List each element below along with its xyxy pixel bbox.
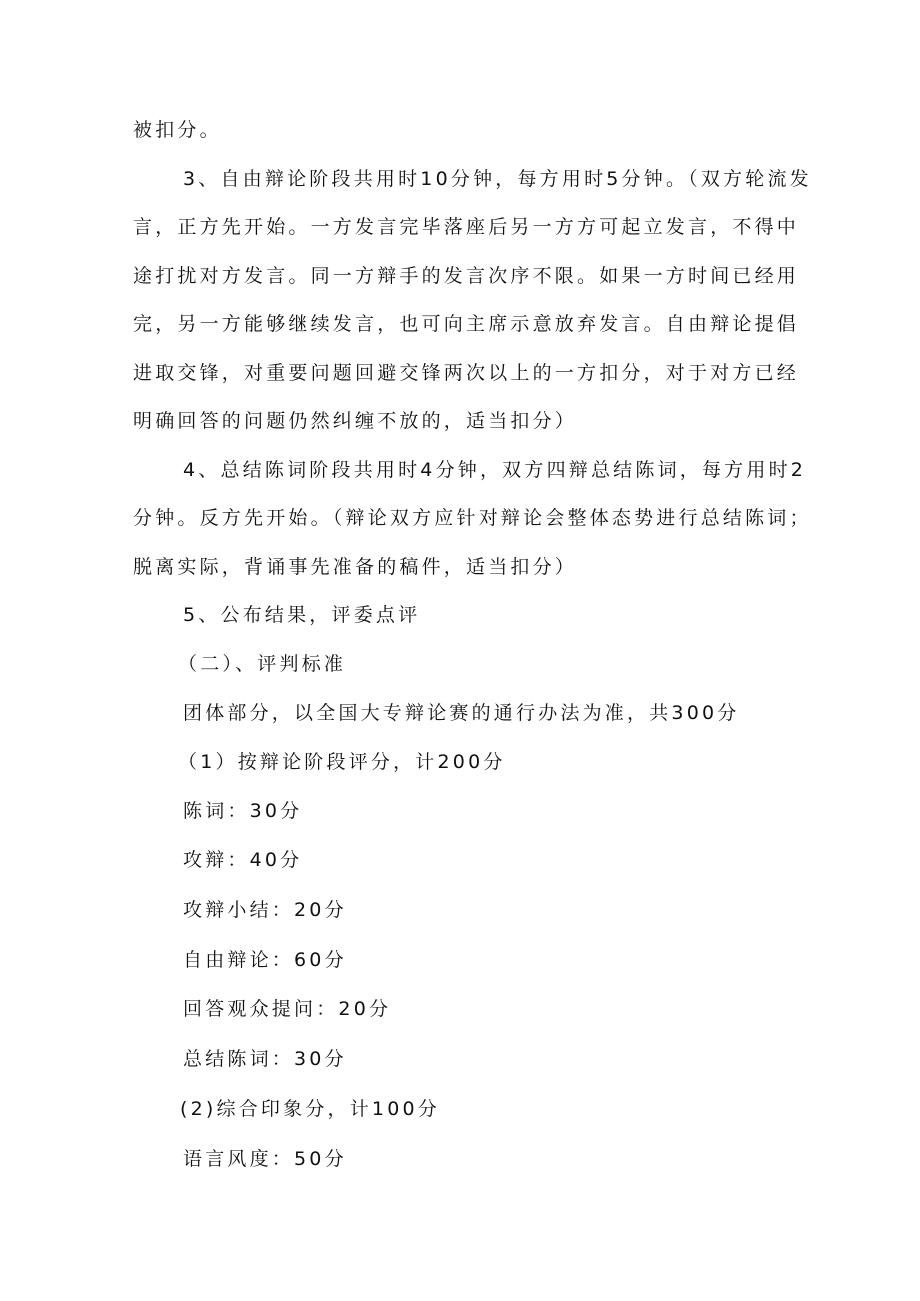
text-line: 脱离实际，背诵事先准备的稿件，适当扣分） bbox=[133, 556, 578, 578]
score-item: 语言风度：50分 bbox=[183, 1148, 347, 1170]
text-line: 4、总结陈词阶段共用时4分钟，双方四辩总结陈词，每方用时2 bbox=[183, 459, 807, 481]
score-item: 陈词：30分 bbox=[183, 800, 303, 822]
score-item: 总结陈词：30分 bbox=[183, 1048, 347, 1070]
text-line: 言，正方先开始。一方发言完毕落座后另一方方可起立发言，不得中 bbox=[133, 216, 800, 238]
score-item: 攻辩小结：20分 bbox=[183, 899, 347, 921]
score-item: 自由辩论：60分 bbox=[183, 949, 347, 971]
text-line: (2)综合印象分，计100分 bbox=[180, 1098, 440, 1120]
text-line: 被扣分。 bbox=[133, 119, 222, 141]
text-line: 明确回答的问题仍然纠缠不放的，适当扣分） bbox=[133, 410, 578, 432]
score-item: 攻辩：40分 bbox=[183, 849, 303, 871]
text-line: 进取交锋，对重要问题回避交锋两次以上的一方扣分，对于对方已经 bbox=[133, 362, 800, 384]
text-line: 途打扰对方发言。同一方辩手的发言次序不限。如果一方时间已经用 bbox=[133, 265, 800, 287]
text-line: 3、自由辩论阶段共用时10分钟，每方用时5分钟。（双方轮流发 bbox=[183, 168, 812, 190]
text-line: 分钟。反方先开始。（辩论双方应针对辩论会整体态势进行总结陈词； bbox=[133, 507, 812, 529]
text-line: （1）按辩论阶段评分，计200分 bbox=[178, 751, 506, 773]
text-line: 5、公布结果，评委点评 bbox=[183, 604, 421, 626]
section-heading: （二）、评判标准 bbox=[178, 653, 347, 675]
text-line: 团体部分，以全国大专辩论赛的通行办法为准，共300分 bbox=[183, 702, 740, 724]
text-line: 完，另一方能够继续发言，也可向主席示意放弃发言。自由辩论提倡 bbox=[133, 313, 800, 335]
score-item: 回答观众提问：20分 bbox=[183, 998, 392, 1020]
